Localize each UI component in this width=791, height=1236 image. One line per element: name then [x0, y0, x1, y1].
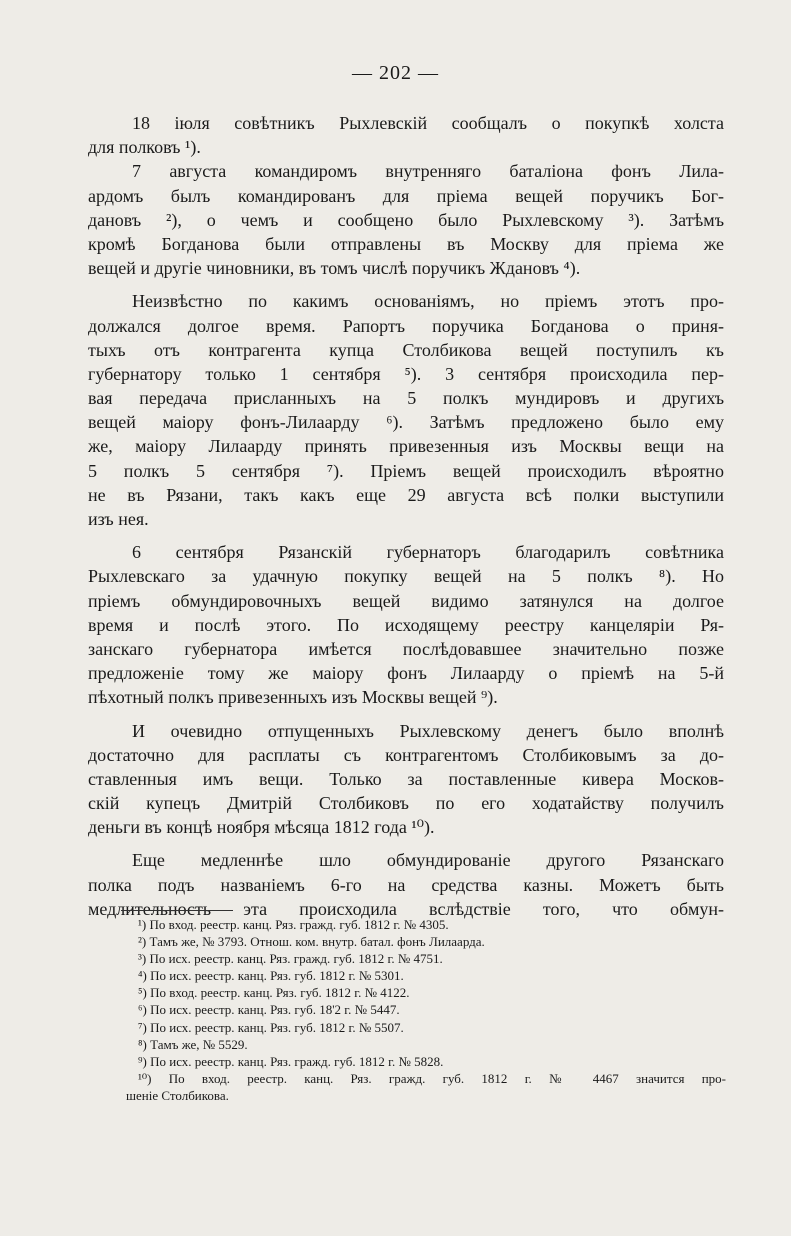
text-line: Рыхлевскаго за удачную покупку вещей на 5 полкъ ⁸). Но	[88, 566, 724, 587]
text-line: губернатору только 1 сентября ⁵). 3 сентября происходила пер-	[88, 363, 724, 384]
footnote: ²) Тамъ же, № 3793. Отнош. ком. внутр. батал. фонъ Лилаарда.	[138, 934, 485, 950]
text-line: 18 іюля совѣтникъ Рыхлевскій сообщалъ о покупкѣ холста	[132, 113, 724, 133]
footnote-divider	[121, 910, 233, 911]
text-line: должался долгое время. Рапортъ поручика Богданова о приня-	[88, 315, 724, 336]
text-line: пріемъ обмундировочныхъ вещей видимо затянулся на долгое	[88, 590, 724, 611]
text-line: достаточно для расплаты съ контрагентомъ Столбиковымъ за до-	[88, 744, 724, 765]
page-number: — 202 —	[352, 62, 439, 84]
text-line: предложеніе тому же маіору фонъ Лилаарду о пріемѣ на 5-й	[88, 663, 724, 684]
text-line: ставленныя имъ вещи. Только за поставленные кивера Москов-	[88, 768, 724, 789]
footnote: ⁴) По исх. реестр. канц. Ряз. губ. 1812 г. № 5301.	[138, 968, 404, 984]
text-line: кромѣ Богданова были отправлены въ Москву для пріема же	[88, 233, 724, 254]
text-line: 7 августа командиромъ внутренняго баталіона фонъ Лила-	[132, 161, 724, 182]
footnote: ⁶) По исх. реестр. канц. Ряз. губ. 18'2 г. № 5447.	[138, 1002, 400, 1018]
text-line: 5 полкъ 5 сентября ⁷). Пріемъ вещей происходилъ вѣроятно	[88, 460, 724, 481]
text-line: вещей и другіе чиновники, въ томъ числѣ поручикъ Ждановъ ⁴).	[88, 258, 581, 279]
text-line: скій купецъ Дмитрій Столбиковъ по его ходатайству получилъ	[88, 793, 724, 814]
text-line: не въ Рязани, такъ какъ еще 29 августа всѣ полки выступили	[88, 484, 724, 505]
text-line: ардомъ былъ командированъ для пріема вещей поручикъ Бог-	[88, 185, 724, 206]
footnote: ¹) По вход. реестр. канц. Ряз. гражд. губ. 1812 г. № 4305.	[138, 917, 449, 932]
footnote: ³) По исх. реестр. канц. Ряз. гражд. губ. 1812 г. № 4751.	[138, 951, 443, 967]
text-line: пѣхотный полкъ привезенныхъ изъ Москвы вещей ⁹).	[88, 687, 498, 708]
footnote: ¹⁰) По вход. реестр. канц. Ряз. гражд. губ. 1812 г. № 4467 значится про-	[138, 1070, 726, 1086]
text-line: 6 сентября Рязанскій губернаторъ благодарилъ совѣтника	[132, 542, 724, 563]
text-line: Неизвѣстно по какимъ основаніямъ, но пріемъ этотъ про-	[132, 291, 724, 312]
text-line: же, маіору Лилаарду принять привезенныя изъ Москвы вещи на	[88, 436, 724, 457]
text-line: вещей маіору фонъ-Лилаарду ⁶). Затѣмъ предложено было ему	[88, 412, 724, 433]
text-line: изъ нея.	[88, 509, 149, 529]
footnote: ⁸) Тамъ же, № 5529.	[138, 1036, 248, 1052]
text-line: И очевидно отпущенныхъ Рыхлевскому денегъ было вполнѣ	[132, 720, 724, 741]
text-line: медлительность эта происходила вслѣдствіе того, что обмун-	[88, 898, 724, 919]
footnote: ⁷) По исх. реестр. канц. Ряз. губ. 1812 г. № 5507.	[138, 1019, 404, 1035]
text-line: полка подъ названіемъ 6-го на средства казны. Можетъ быть	[88, 874, 724, 895]
body-text	[88, 111, 724, 921]
text-line: Еще медленнѣе шло обмундированіе другого Рязанскаго	[132, 850, 724, 871]
text-line: время и послѣ этого. По исходящему реестру канцеляріи Ря-	[88, 614, 724, 635]
footnote: ⁵) По вход. реестр. канц. Ряз. губ. 1812 г. № 4122.	[138, 985, 410, 1001]
text-line: деньги въ концѣ ноября мѣсяца 1812 года ¹⁰).	[88, 817, 435, 838]
footnote-continuation: шеніе Столбикова.	[126, 1087, 229, 1103]
footnote: ⁹) По исх. реестр. канц. Ряз. гражд. губ. 1812 г. № 5828.	[138, 1053, 444, 1069]
footnotes	[126, 916, 726, 1104]
text-line: занскаго губернатора имѣется послѣдовавшее значительно позже	[88, 638, 724, 659]
text-line: тыхъ отъ контрагента купца Столбикова вещей поступилъ къ	[88, 339, 724, 360]
text-line: дановъ ²), о чемъ и сообщено было Рыхлевскому ³). Затѣмъ	[88, 209, 724, 230]
text-line: для полковъ ¹).	[88, 137, 201, 158]
text-line: вая передача присланныхъ на 5 полкъ мундировъ и другихъ	[88, 388, 724, 409]
